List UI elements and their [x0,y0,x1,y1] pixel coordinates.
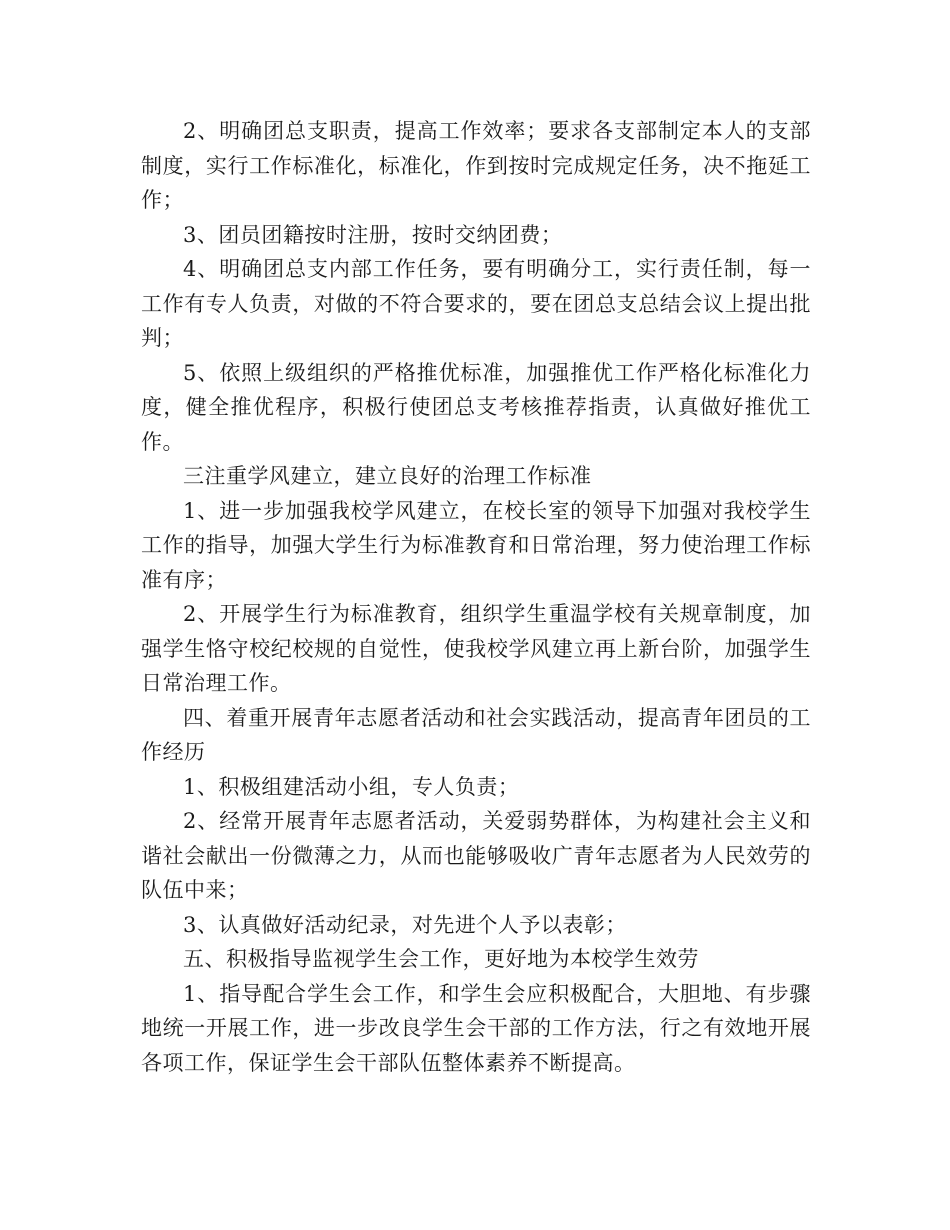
section-heading-volunteers: 四、着重开展青年志愿者活动和社会实践活动，提高青年团员的工作经历 [141,705,811,764]
paragraph-study-style-2: 2、开展学生行为标准教育，组织学生重温学校有关规章制度，加强学生恪守校纪校规的自觉性，使我校学风建立再上新台阶，加强学生日常治理工作。 [141,602,811,695]
document-body [141,114,811,1080]
paragraph-volunteers-3: 3、认真做好活动纪录，对先进个人予以表彰； [183,912,627,937]
paragraph-study-style-1: 1、进一步加强我校学风建立，在校长室的领导下加强对我校学生工作的指导，加强大学生行为标准教育和日常治理，努力使治理工作标准有序； [141,498,811,592]
paragraph-duty-efficiency: 2、明确团总支职责，提高工作效率；要求各支部制定本人的支部制度，实行工作标准化，标准化，作到按时完成规定任务，决不拖延工作； [141,119,811,212]
paragraph-registration-fees: 3、团员团籍按时注册，按时交纳团费； [183,222,563,247]
section-heading-study-style: 三注重学风建立，建立良好的治理工作标准 [183,464,592,488]
section-heading-student-union: 五、积极指导监视学生会工作，更好地为本校学生效劳 [183,947,699,971]
paragraph-recommendation: 5、依照上级组织的严格推优标准，加强推优工作严格化标准化力度，健全推优程序，积极行使团总支考核推荐指责，认真做好推优工作。 [141,360,811,454]
paragraph-student-union-1: 1、指导配合学生会工作，和学生会应积极配合，大胆地、有步骤地统一开展工作，进一步改良学生会干部的工作方法，行之有效地开展各项工作，保证学生会干部队伍整体素养不断提高。 [141,981,811,1075]
paragraph-internal-tasks: 4、明确团总支内部工作任务，要有明确分工，实行责任制，每一工作有专人负责，对做的不符合要求的，要在团总支总结会议上提出批判； [141,257,811,350]
paragraph-volunteers-1: 1、积极组建活动小组，专人负责； [183,774,520,799]
paragraph-volunteers-2: 2、经常开展青年志愿者活动，关爱弱势群体，为构建社会主义和谐社会献出一份微薄之力，从而也能够吸收广青年志愿者为人民效劳的队伍中来； [141,809,811,902]
